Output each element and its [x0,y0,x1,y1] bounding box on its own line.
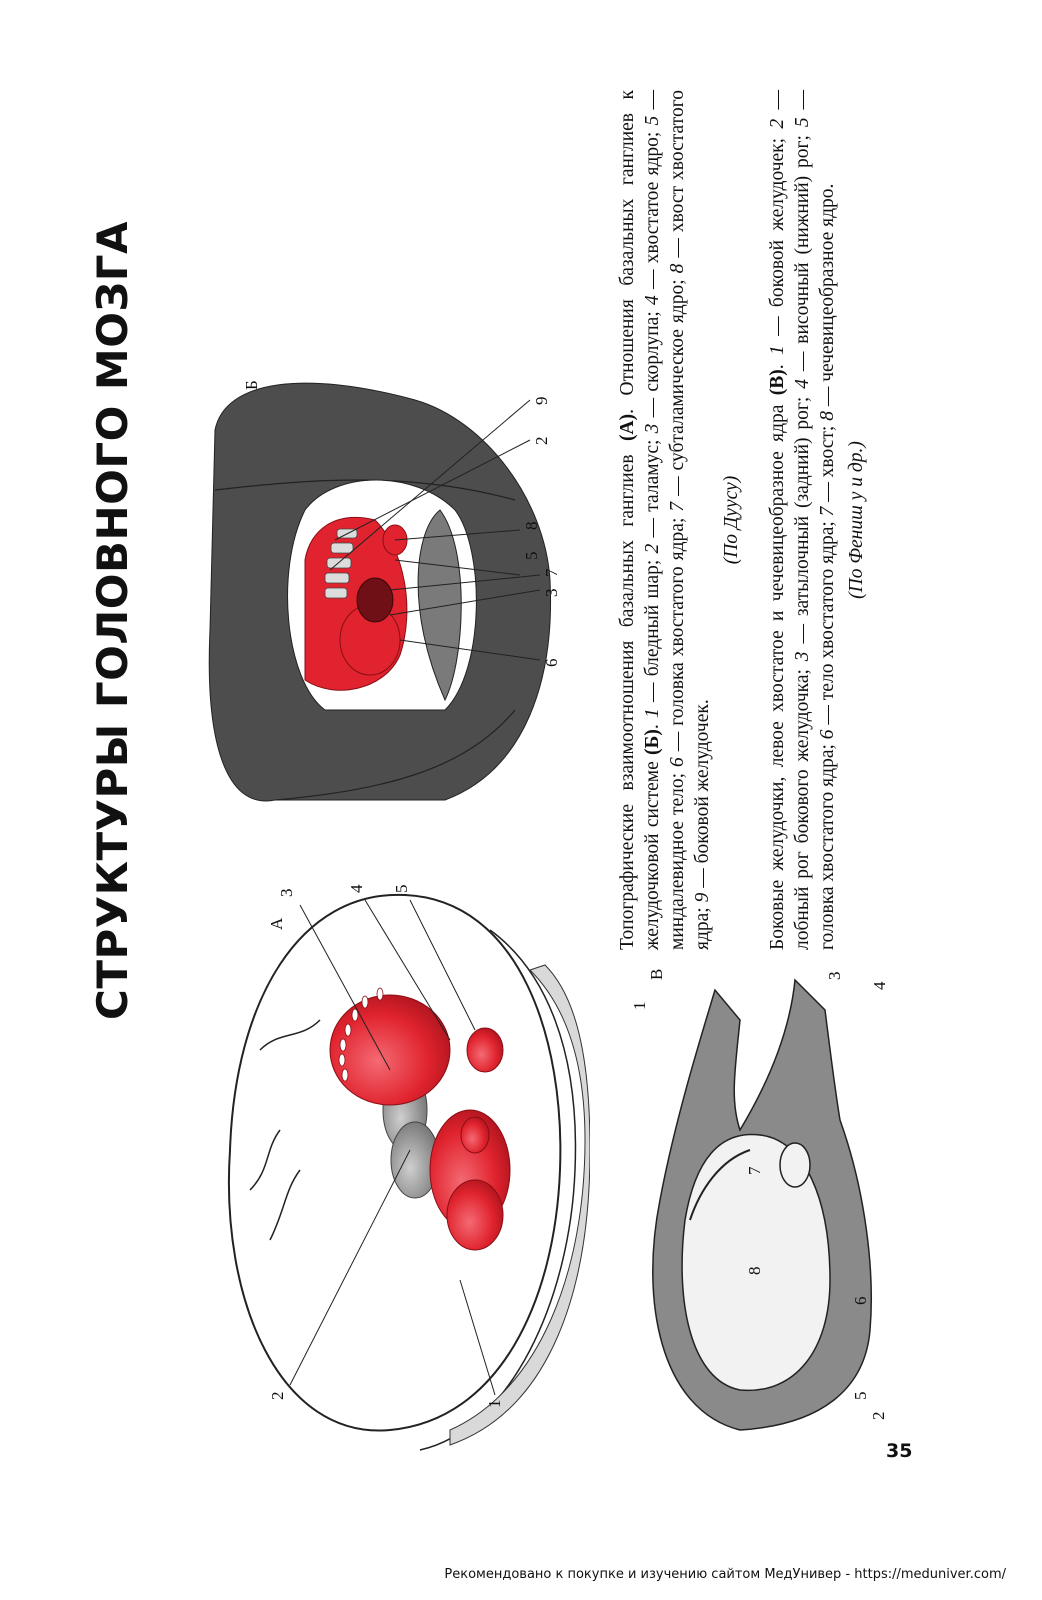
figure-v [620,960,920,1450]
fig-a-label-4: 4 [347,884,366,893]
fig-v-label-1: 1 [630,1001,649,1010]
fig-a-letter: А [267,917,286,930]
caption-basal-ganglia [615,90,744,950]
fig-a-label-5: 5 [392,884,411,893]
fig-a-label-2: 2 [268,1391,287,1400]
fig-v-label-2: 2 [869,1411,888,1420]
fig-v-label-6: 6 [851,1296,870,1305]
fig-v-label-7: 7 [745,1166,764,1175]
fig-a-label-1: 1 [485,1399,504,1408]
fig-b-label-5: 5 [522,551,541,560]
caption-basal-source: (По Дуусу) [721,475,742,565]
fig-b-label-9: 9 [532,396,551,405]
fig-b-label-7: 7 [542,568,561,577]
figure-b [185,370,570,830]
fig-v-letter: В [647,968,666,980]
page-number: 35 [886,1440,913,1462]
fig-b-label-3: 3 [542,588,561,597]
fig-b-label-6: 6 [542,658,561,667]
fig-v-label-5: 5 [851,1391,870,1400]
caption-ventricles [765,90,869,950]
fig-b-letter: Б [242,380,261,390]
fig-v-label-3: 3 [825,971,844,980]
caption-ventricles-source: (По Фениш у и др.) [846,441,867,599]
fig-b-label-8: 8 [522,521,541,530]
fig-b-label-2: 2 [532,436,551,445]
figure-a [190,870,590,1470]
caption-ventricles-text: Боковые желудочки, левое хвостатое и чечевицеобразное ядра (В). 1 — боковой желудочек; 2 — лобный рог бокового желудочка; 3 — затылочный (задний) рог; 4 — височный (нижний) рог; 5 — головка хвостатого ядра; 6 — тело хвостатого ядра; 7 — хвост; 8 — чечевицеобразное ядро. [767,89,838,950]
fig-a-label-3: 3 [277,888,296,897]
page-title: СТРУКТУРЫ ГОЛОВНОГО МОЗГА [88,220,137,1020]
fig-v-label-4: 4 [870,981,889,990]
caption-basal-text: Топографические взаимоотношения базальных ганглиев (А). Отношения базальных ганглиев к желудочковой системе (Б). 1 — бледный шар; 2 — таламус; 3 — скорлупа; 4 — хвостатое ядро; 5 — миндалевидное тело; 6 — головка хвостатого ядра; 7 — субталамическое ядро; 8 — хвост хвостатого ядра; 9 — боковой желудочек. [617,89,713,950]
fig-v-label-8: 8 [745,1266,764,1275]
footer-text: Рекомендовано к покупке и изучению сайтом МедУнивер - https://meduniver.com/ [444,1567,1006,1582]
